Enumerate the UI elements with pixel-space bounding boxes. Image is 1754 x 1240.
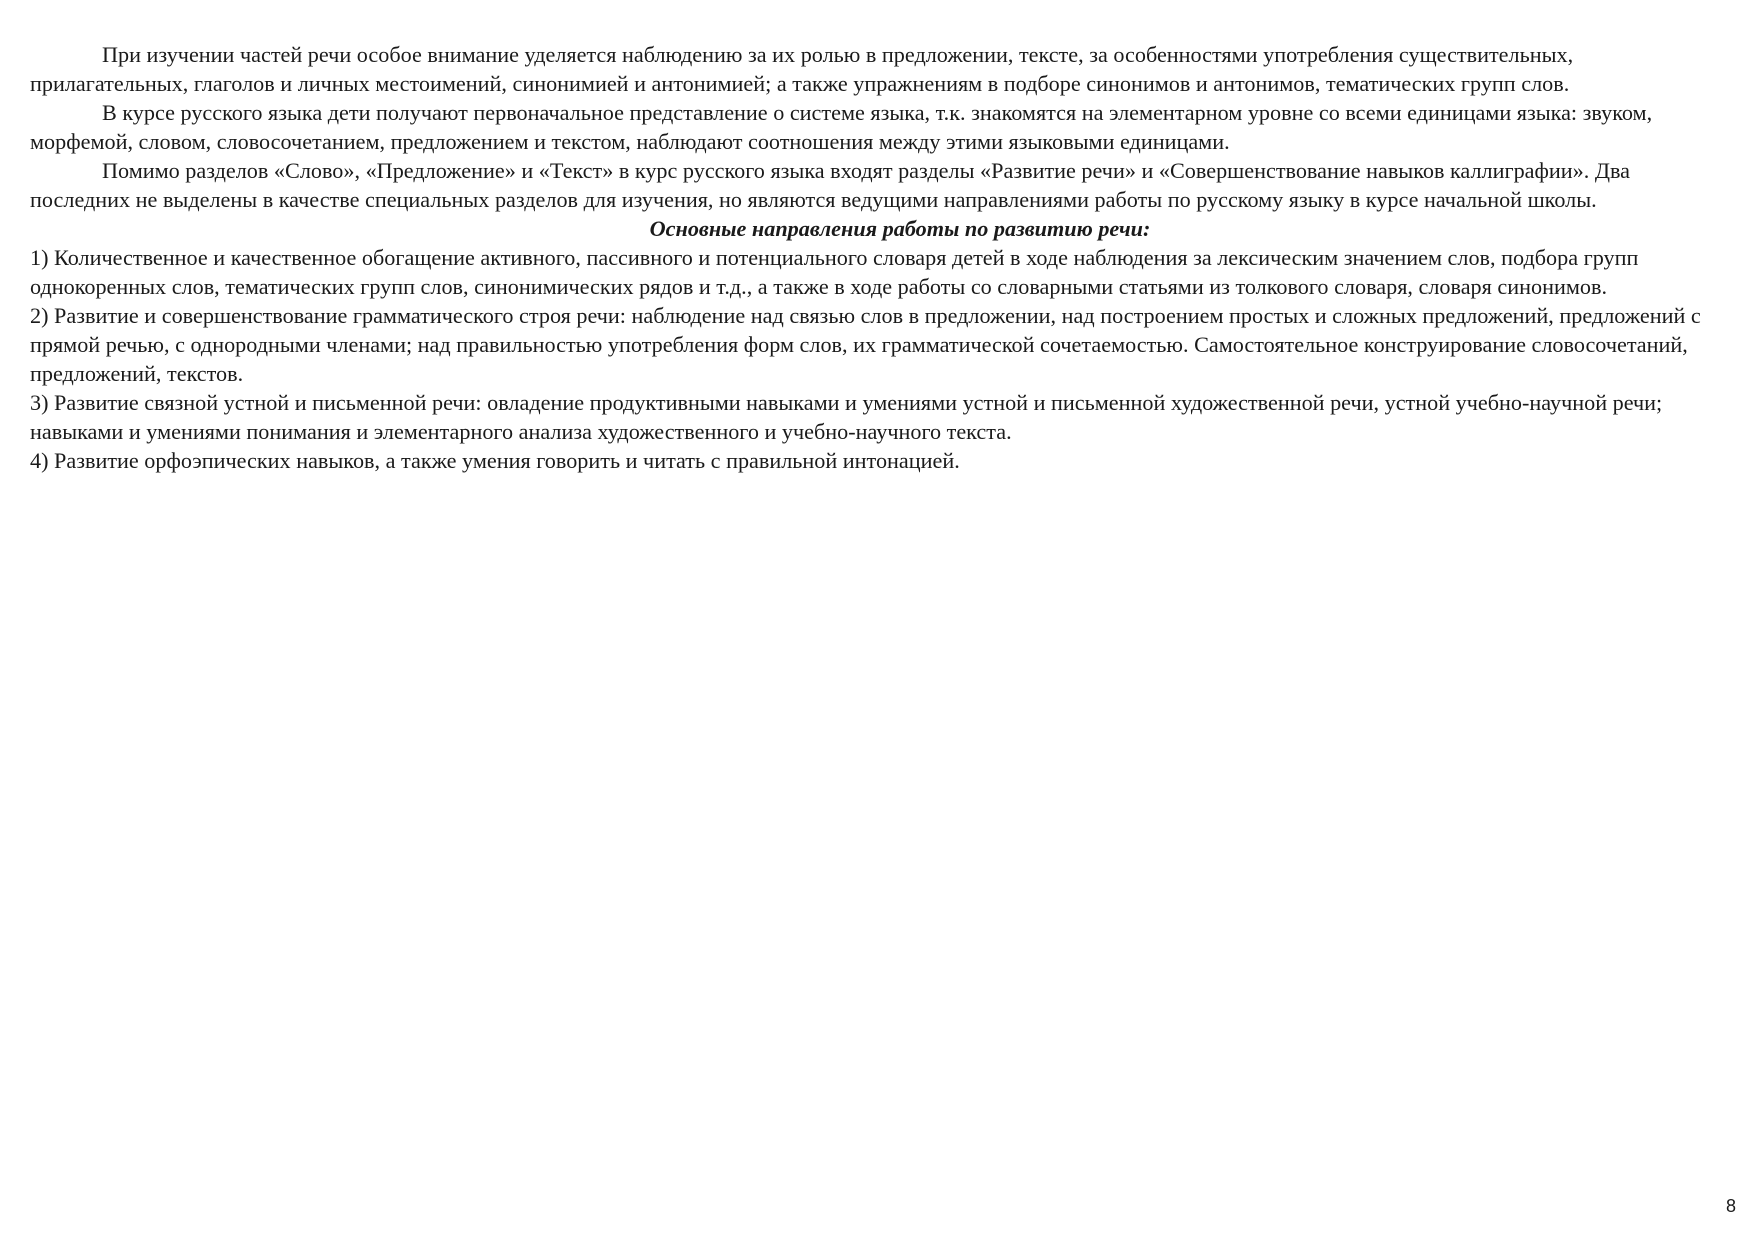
page-number: 8 [1725, 1196, 1736, 1216]
section-heading: Основные направления работы по развитию речи: [649, 216, 1151, 241]
list-item: 2) Развитие и совершенствование грамматического строя речи: наблюдение над связью слов в предложении, над построением простых и сложных предложений, предложений с прямой речью, с однородными членами; над правильностью употребления форм слов, их грамматической сочетаемостью. Самостоятельное конструирование словосочетаний, предложений, текстов. [30, 303, 1701, 386]
paragraph-course-sections: Помимо разделов «Слово», «Предложение» и «Текст» в курс русского языка входят разделы «Развитие речи» и «Совершенствование навыков каллиграфии». Два последних не выделены в качестве специальных разделов для изучения, но являются ведущими направлениями работы по русскому языку в курсе начальной школы. [30, 158, 1631, 212]
list-item: 4) Развитие орфоэпических навыков, а также умения говорить и читать с правильной интонацией. [30, 448, 960, 473]
list-item: 3) Развитие связной устной и письменной речи: овладение продуктивными навыками и умениями устной и письменной художественной речи, устной учебно-научной речи; навыками и умениями понимания и элементарного анализа художественного и учебно-научного текста. [30, 390, 1663, 444]
paragraph-language-system: В курсе русского языка дети получают первоначальное представление о системе языка, т.к. знакомятся на элементарном уровне со всеми единицами языка: звуком, морфемой, словом, словосочетанием, предложением и текстом, наблюдают соотношения между этими языковыми единицами. [30, 100, 1653, 154]
list-item: 1) Количественное и качественное обогащение активного, пассивного и потенциального словаря детей в ходе наблюдения за лексическим значением слов, подбора групп однокоренных слов, тематических групп слов, синонимических рядов и т.д., а также в ходе работы со словарными статьями из толкового словаря, словаря синонимов. [30, 245, 1639, 299]
document-body [30, 40, 1730, 475]
paragraph-parts-of-speech: При изучении частей речи особое внимание уделяется наблюдению за их ролью в предложении, тексте, за особенностями употребления существительных, прилагательных, глаголов и личных местоимений, синонимией и антонимией; а также упражнениям в подборе синонимов и антонимов, тематических групп слов. [30, 42, 1574, 96]
